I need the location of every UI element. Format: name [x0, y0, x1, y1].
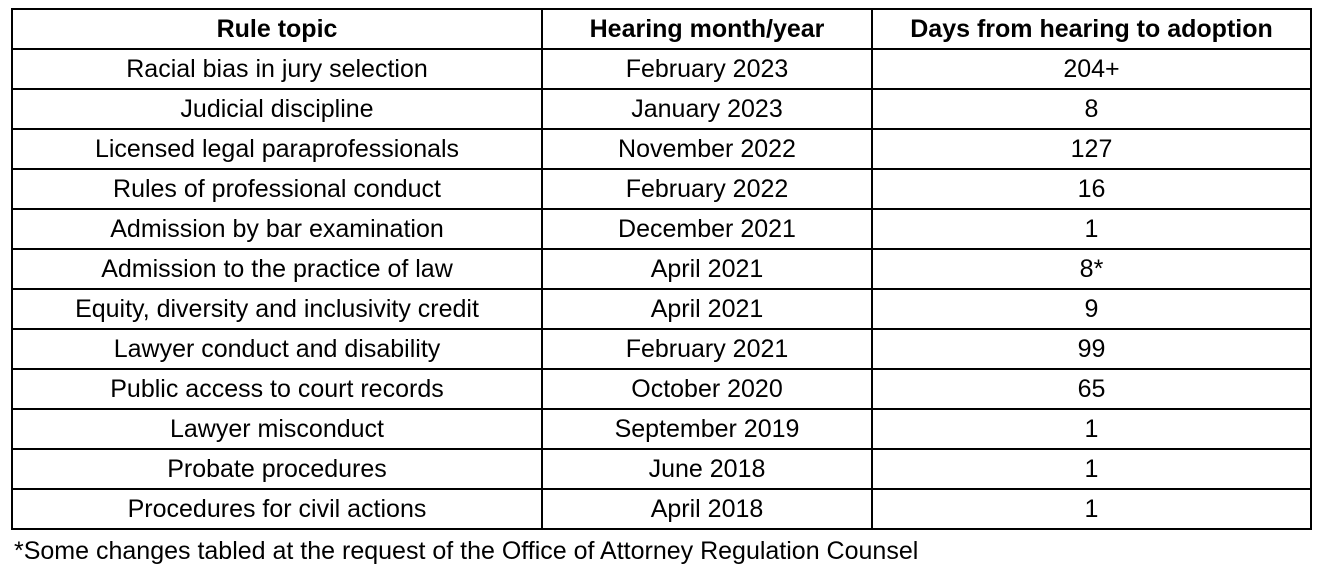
cell-days: 16 [872, 169, 1311, 209]
cell-days: 1 [872, 409, 1311, 449]
cell-hearing-date: November 2022 [542, 129, 872, 169]
table-row [12, 329, 1311, 369]
cell-days: 9 [872, 289, 1311, 329]
footnote: *Some changes tabled at the request of the Office of Attorney Regulation Counsel [14, 537, 919, 565]
table-row [12, 409, 1311, 449]
cell-hearing-date: June 2018 [542, 449, 872, 489]
cell-rule-topic: Licensed legal paraprofessionals [12, 129, 542, 169]
cell-days: 8* [872, 249, 1311, 289]
header-hearing-month-year: Hearing month/year [542, 9, 872, 49]
table-row [12, 489, 1311, 529]
rules-table [11, 8, 1312, 530]
cell-rule-topic: Rules of professional conduct [12, 169, 542, 209]
table-row [12, 49, 1311, 89]
header-days-to-adoption: Days from hearing to adoption [872, 9, 1311, 49]
header-rule-topic: Rule topic [12, 9, 542, 49]
cell-days: 127 [872, 129, 1311, 169]
cell-days: 1 [872, 449, 1311, 489]
cell-rule-topic: Judicial discipline [12, 89, 542, 129]
cell-rule-topic: Probate procedures [12, 449, 542, 489]
cell-days: 65 [872, 369, 1311, 409]
table-row [12, 169, 1311, 209]
cell-days: 8 [872, 89, 1311, 129]
cell-rule-topic: Admission by bar examination [12, 209, 542, 249]
cell-hearing-date: October 2020 [542, 369, 872, 409]
table-row [12, 129, 1311, 169]
cell-hearing-date: January 2023 [542, 89, 872, 129]
cell-hearing-date: April 2021 [542, 289, 872, 329]
cell-hearing-date: April 2021 [542, 249, 872, 289]
cell-days: 1 [872, 209, 1311, 249]
table-row [12, 209, 1311, 249]
table-header-row [12, 9, 1311, 49]
table-row [12, 249, 1311, 289]
cell-days: 1 [872, 489, 1311, 529]
cell-days: 99 [872, 329, 1311, 369]
cell-hearing-date: February 2021 [542, 329, 872, 369]
cell-rule-topic: Racial bias in jury selection [12, 49, 542, 89]
cell-hearing-date: February 2022 [542, 169, 872, 209]
table-row [12, 369, 1311, 409]
cell-rule-topic: Equity, diversity and inclusivity credit [12, 289, 542, 329]
cell-rule-topic: Lawyer conduct and disability [12, 329, 542, 369]
cell-rule-topic: Lawyer misconduct [12, 409, 542, 449]
table-row [12, 449, 1311, 489]
cell-hearing-date: February 2023 [542, 49, 872, 89]
cell-rule-topic: Public access to court records [12, 369, 542, 409]
cell-rule-topic: Admission to the practice of law [12, 249, 542, 289]
cell-days: 204+ [872, 49, 1311, 89]
table-row [12, 89, 1311, 129]
cell-rule-topic: Procedures for civil actions [12, 489, 542, 529]
cell-hearing-date: September 2019 [542, 409, 872, 449]
cell-hearing-date: December 2021 [542, 209, 872, 249]
table-row [12, 289, 1311, 329]
cell-hearing-date: April 2018 [542, 489, 872, 529]
